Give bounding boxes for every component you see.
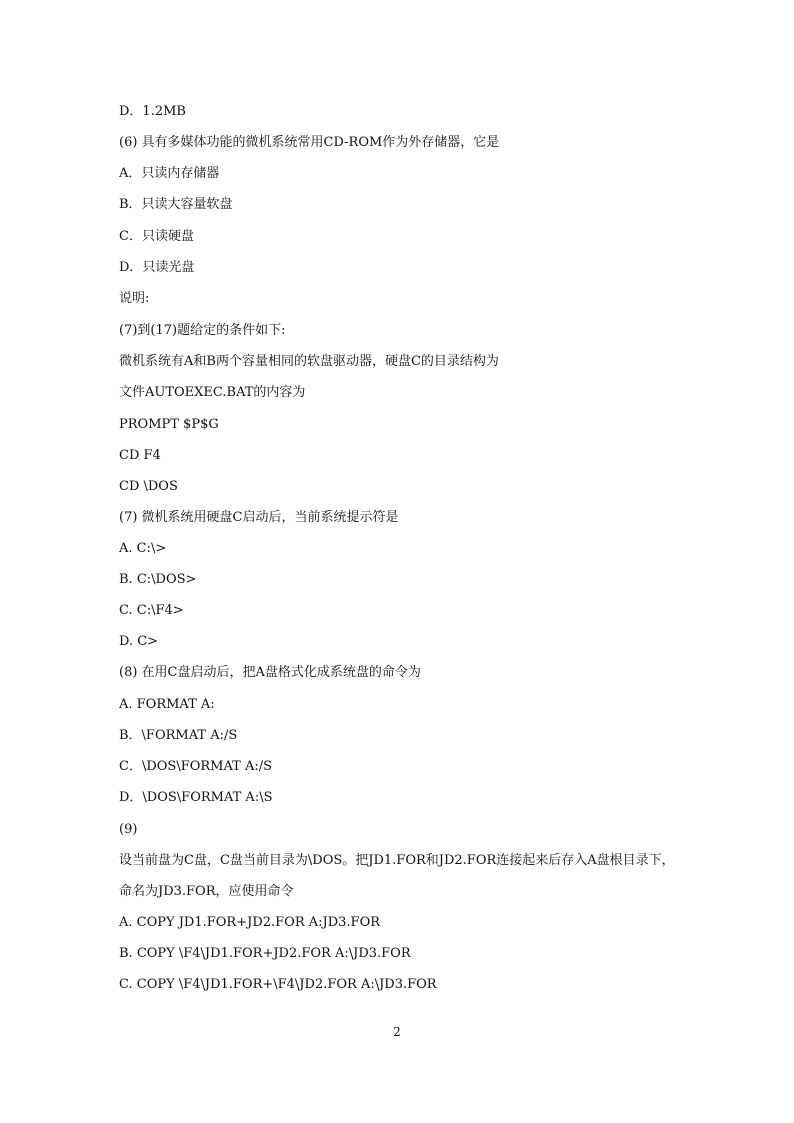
autoexec-intro: 文件AUTOEXEC.BAT的内容为 [119,385,306,400]
option-a-q6: A．只读内存储器 [119,166,220,181]
option-c-q9: C. COPY \F4\JD1.FOR+\F4\JD2.FOR A:\JD3.FOR [119,977,437,992]
question-9-number: (9) [119,822,138,837]
option-c-q7: C. C:\F4> [119,603,184,618]
code-line-cd-dos: CD \DOS [119,479,178,494]
option-d-q6: D．只读光盘 [119,260,195,275]
code-line-prompt: PROMPT $P$G [119,417,219,432]
question-9-text-cont: 命名为JD3.FOR，应使用命令 [119,884,294,899]
conditions-text: 微机系统有A和B两个容量相同的软盘驱动器，硬盘C的目录结构为 [119,354,499,369]
question-6: (6) 具有多媒体功能的微机系统常用CD-ROM作为外存储器，它是 [119,135,500,150]
question-9-text: 设当前盘为C盘，C盘当前目录为\DOS。把JD1.FOR和JD2.FOR连接起来后存入A盘根目录下， [119,853,675,868]
option-d-q5: D．1.2MB [119,104,186,119]
conditions-intro: (7)到(17)题给定的条件如下: [119,323,286,338]
option-d-q7: D. C> [119,634,159,649]
option-b-q8: B．\FORMAT A:/S [119,728,238,743]
code-line-cd-f4: CD F4 [119,448,161,463]
option-a-q9: A. COPY JD1.FOR+JD2.FOR A:JD3.FOR [119,915,381,930]
option-b-q7: B. C:\DOS> [119,572,197,587]
option-b-q6: B．只读大容量软盘 [119,197,233,212]
option-c-q6: C．只读硬盘 [119,229,194,244]
option-a-q8: A. FORMAT A: [119,697,215,712]
note-label: 说明: [119,291,150,306]
option-c-q8: C．\DOS\FORMAT A:/S [119,759,273,774]
page-number: 2 [393,1025,401,1039]
question-8: (8) 在用C盘启动后，把A盘格式化成系统盘的命令为 [119,665,421,680]
option-d-q8: D．\DOS\FORMAT A:\S [119,790,273,805]
option-b-q9: B. COPY \F4\JD1.FOR+JD2.FOR A:\JD3.FOR [119,946,411,961]
option-a-q7: A. C:\> [119,541,167,556]
question-7: (7) 微机系统用硬盘C启动后，当前系统提示符是 [119,510,399,525]
